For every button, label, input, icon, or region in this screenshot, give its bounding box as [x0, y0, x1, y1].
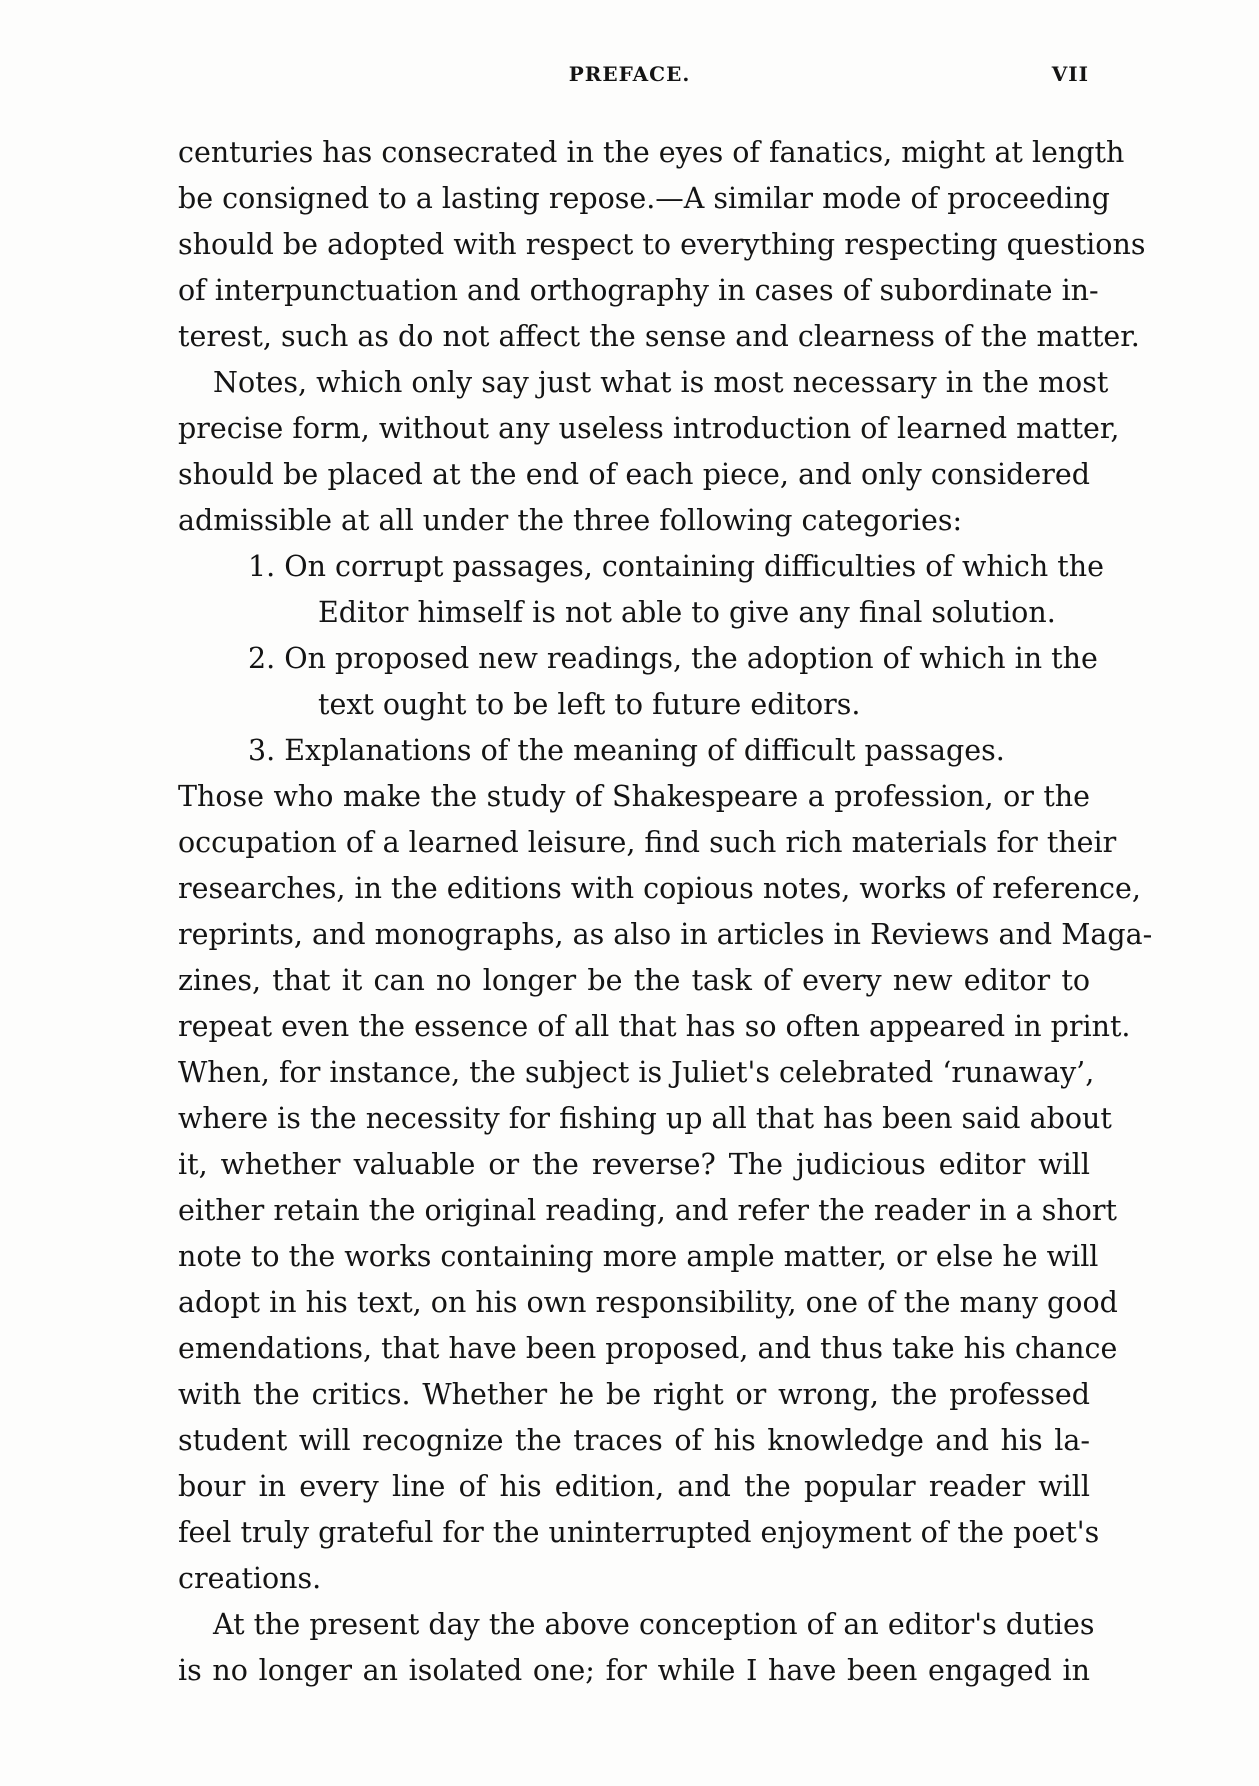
text-line: it, whether valuable or the reverse? The judicious editor will [178, 1148, 1090, 1181]
text-line: occupation of a learned leisure, find such rich materials for their [178, 826, 1117, 859]
text-line: bour in every line of his edition, and the popular reader will [178, 1470, 1090, 1503]
text-line: precise form, without any useless introduction of learned matter, [178, 412, 1120, 445]
list-item-1: 1. On corrupt passages, containing difficulties of which the [248, 550, 1104, 583]
text-line: is no longer an isolated one; for while I have been engaged in [178, 1654, 1090, 1687]
list-item-3: 3. Explanations of the meaning of difficult passages. [248, 734, 1005, 767]
list-item-2: 2. On proposed new readings, the adoption of which in the [248, 642, 1098, 675]
text-line: should be placed at the end of each piece, and only considered [178, 458, 1090, 491]
text-line: where is the necessity for fishing up all that has been said about [178, 1102, 1112, 1135]
text-line: centuries has consecrated in the eyes of fanatics, might at length [178, 136, 1125, 169]
text-line: feel truly grateful for the uninterrupted enjoyment of the poet's [178, 1516, 1100, 1549]
list-item-2-continuation: text ought to be left to future editors. [318, 688, 861, 721]
text-line: Those who make the study of Shakespeare a profession, or the [178, 780, 1090, 813]
text-line: At the present day the above conception of an editor's duties [213, 1608, 1095, 1641]
text-line: reprints, and monographs, as also in articles in Reviews and Maga- [178, 918, 1153, 951]
text-line: zines, that it can no longer be the task of every new editor to [178, 964, 1090, 997]
text-line: admissible at all under the three following categories: [178, 504, 963, 537]
text-line: be consigned to a lasting repose.—A similar mode of proceeding [178, 182, 1110, 215]
text-line: researches, in the editions with copious notes, works of reference, [178, 872, 1141, 905]
text-line: of interpunctuation and orthography in cases of subordinate in- [178, 274, 1099, 307]
text-line: Notes, which only say just what is most necessary in the most [213, 366, 1109, 399]
running-head [0, 62, 1259, 92]
text-line: emendations, that have been proposed, and thus take his chance [178, 1332, 1118, 1365]
page-number: VII [1051, 62, 1089, 86]
text-line: with the critics. Whether he be right or wrong, the professed [178, 1378, 1090, 1411]
text-line: adopt in his text, on his own responsibility, one of the many good [178, 1286, 1118, 1319]
text-line: should be adopted with respect to everything respecting questions [178, 228, 1146, 261]
running-head-title: PREFACE. [568, 62, 691, 86]
text-line: terest, such as do not affect the sense and clearness of the matter. [178, 320, 1140, 353]
text-line: student will recognize the traces of his knowledge and his la- [178, 1424, 1090, 1457]
text-line: either retain the original reading, and refer the reader in a short [178, 1194, 1117, 1227]
body-text [178, 130, 1153, 1694]
text-line: note to the works containing more ample matter, or else he will [178, 1240, 1099, 1273]
text-line: repeat even the essence of all that has so often appeared in print. [178, 1010, 1131, 1043]
list-item-1-continuation: Editor himself is not able to give any final solution. [318, 596, 1056, 629]
text-line: creations. [178, 1562, 322, 1595]
text-line: When, for instance, the subject is Juliet's celebrated ‘runaway’, [178, 1056, 1095, 1089]
